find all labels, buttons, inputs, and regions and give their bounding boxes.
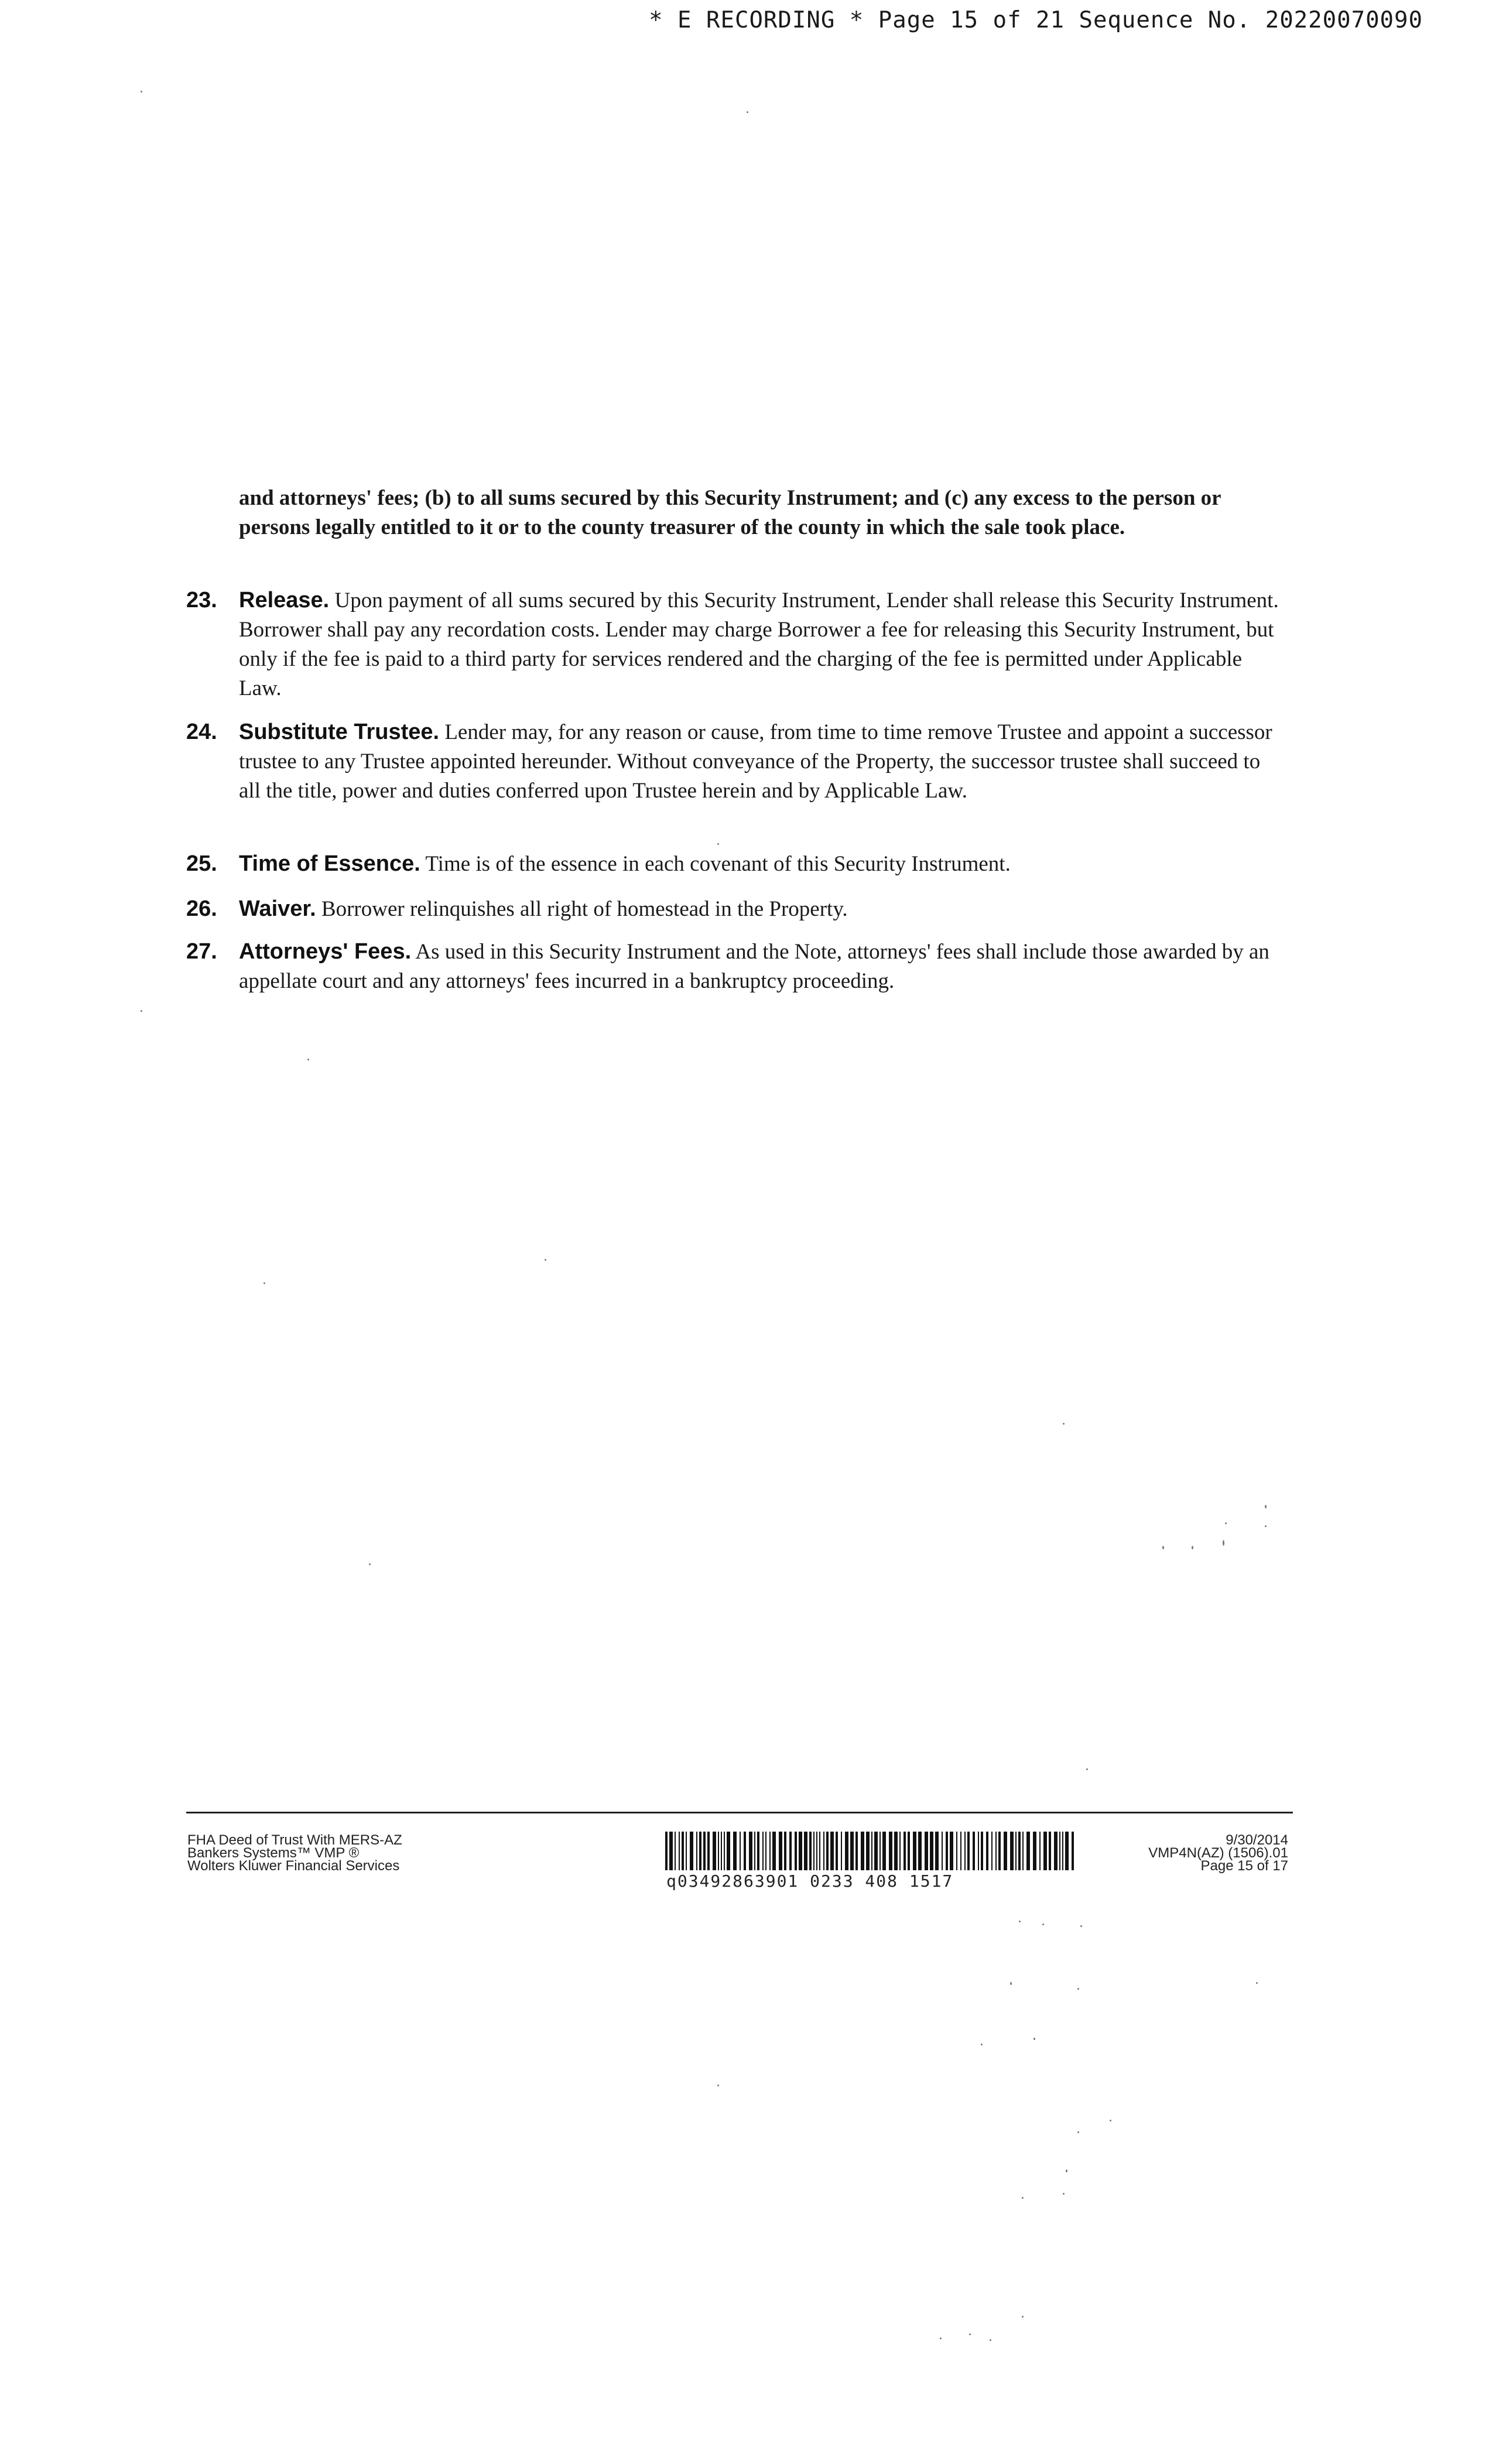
section-text: Borrower relinquishes all right of homestead in the Property.: [321, 897, 848, 921]
scan-speck: [1022, 2197, 1024, 2199]
section-heading: Time of Essence.: [239, 851, 420, 876]
scan-speck: [969, 2333, 971, 2335]
scan-speck: [1162, 1546, 1164, 1549]
form-company: Wolters Kluwer Financial Services: [187, 1858, 400, 1874]
section-heading: Release.: [239, 588, 330, 612]
section-number: 24.: [186, 720, 217, 744]
section-number: 25.: [186, 851, 217, 876]
scan-speck: [747, 111, 748, 113]
scan-speck: [1063, 1423, 1065, 1425]
scan-speck: [1033, 2038, 1035, 2040]
scan-speck: [717, 843, 719, 845]
scan-speck: [1256, 1982, 1258, 1984]
footer-divider: [186, 1812, 1293, 1813]
scan-speck: [141, 1010, 142, 1012]
section-text: Lender may, for any reason or cause, from time to time remove Trustee and appoint a successor trustee to any Trustee appointed hereunder. Without conveyance of the Property, the successor trustee shall succeed to all the title, power and duties conferred upon Trustee herein and by Applicable Law.: [239, 720, 1272, 803]
scan-speck: [981, 2044, 983, 2045]
scan-speck: [1265, 1505, 1267, 1508]
section-number: 23.: [186, 588, 217, 612]
scan-speck: [1225, 1522, 1227, 1524]
scan-speck: [1192, 1546, 1193, 1549]
section-body: [239, 717, 1287, 806]
scan-speck: [307, 1059, 309, 1060]
scan-speck: [1063, 2193, 1065, 2195]
scan-speck: [1022, 2316, 1024, 2318]
form-title: FHA Deed of Trust With MERS-AZ: [187, 1832, 402, 1848]
section-body: [239, 937, 1287, 996]
scan-speck: [1010, 1982, 1012, 1985]
scan-speck: [1223, 1540, 1224, 1546]
section-body: [239, 849, 1287, 879]
section-text: Upon payment of all sums secured by this Security Instrument, Lender shall release this Security Instrument. Borrower shall pay any recordation costs. Lender may charge Borrower a fee for releasing this Security Instrument, but only if the fee is paid to a third party for services rendered and the charging of the fee is permitted under Applicable Law.: [239, 588, 1279, 700]
scan-speck: [990, 2339, 991, 2341]
scan-speck: [1265, 1525, 1267, 1527]
scan-speck: [717, 2085, 719, 2086]
form-code: VMP4N(AZ) (1506).01: [1148, 1845, 1288, 1861]
barcode-number: q03492863901 0233 408 1517: [666, 1871, 954, 1891]
barcode: [663, 1832, 1084, 1896]
barcode-icon: [663, 1832, 1084, 1870]
continuation-paragraph: and attorneys' fees; (b) to all sums secured by this Security Instrument; and (c) any excess to the person or persons legally entitled to it or to the county treasurer of the county in which the sale took place.: [239, 486, 1221, 539]
recording-header: * E RECORDING * Page 15 of 21 Sequence No. 20220070090: [649, 7, 1423, 33]
scan-speck: [369, 1563, 371, 1565]
section-heading: Substitute Trustee.: [239, 720, 440, 744]
scan-speck: [1019, 1921, 1021, 1922]
section-text: Time is of the essence in each covenant of this Security Instrument.: [425, 852, 1011, 876]
scan-speck: [1086, 1768, 1088, 1770]
section-number: 27.: [186, 939, 217, 964]
scan-speck: [1077, 2131, 1079, 2133]
section-body: [239, 586, 1287, 703]
scan-speck: [940, 2338, 942, 2339]
scan-speck: [1110, 2120, 1111, 2121]
section-body: [239, 894, 1287, 924]
footer-form-code: [1113, 1834, 1288, 1873]
section-heading: Waiver.: [239, 896, 316, 921]
form-date: 9/30/2014: [1226, 1832, 1288, 1848]
footer-form-info: [187, 1834, 515, 1873]
scan-speck: [545, 1259, 546, 1261]
form-page-number: Page 15 of 17: [1200, 1858, 1288, 1874]
scan-speck: [141, 91, 142, 93]
scan-speck: [1042, 1924, 1044, 1925]
scan-speck: [1077, 1988, 1079, 1990]
section-number: 26.: [186, 896, 217, 921]
form-publisher: Bankers Systems™ VMP ®: [187, 1845, 360, 1861]
section-text: As used in this Security Instrument and the Note, attorneys' fees shall include those awarded by an appellate court and any attorneys' fees incurred in a bankruptcy proceeding.: [239, 940, 1269, 993]
scan-speck: [1066, 2169, 1067, 2172]
scan-speck: [263, 1282, 265, 1284]
section-heading: Attorneys' Fees.: [239, 939, 412, 964]
scan-speck: [1080, 1925, 1082, 1927]
